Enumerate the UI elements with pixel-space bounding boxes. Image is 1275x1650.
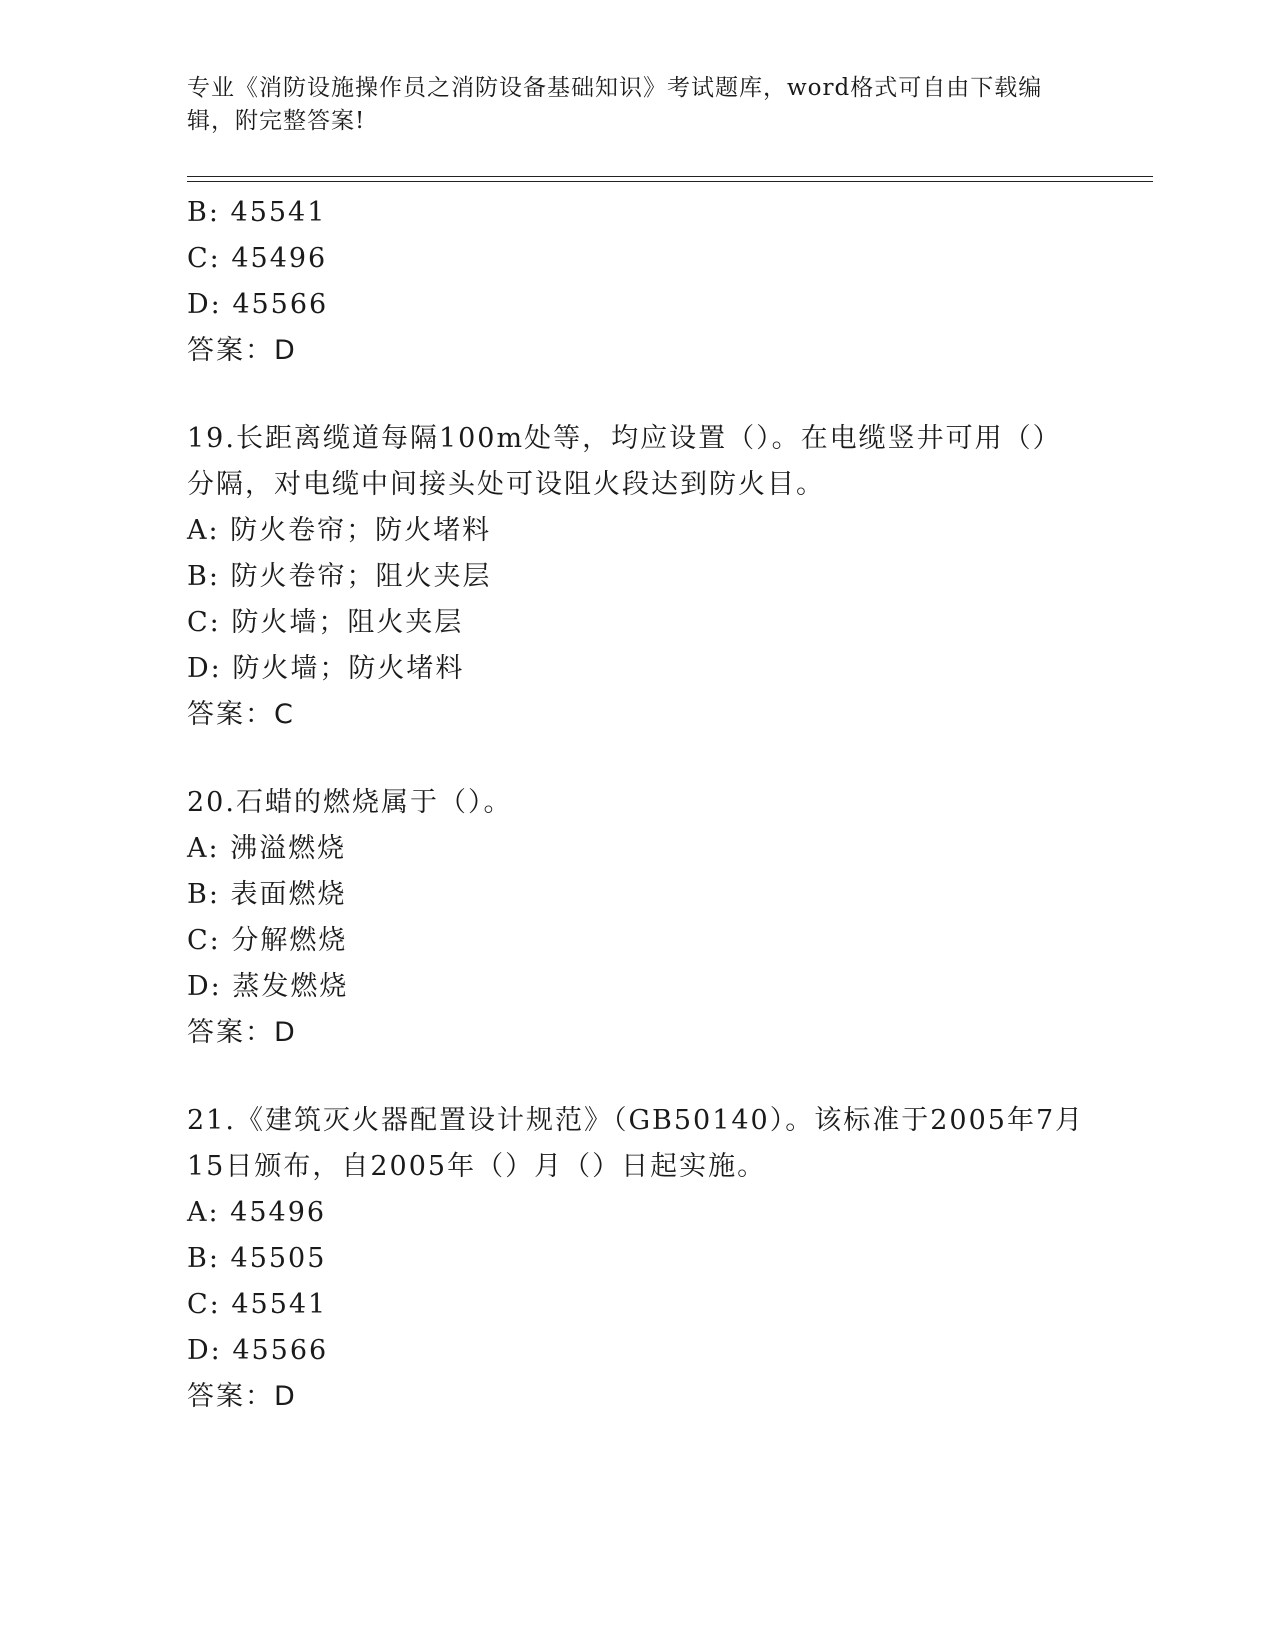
option-b: B: 表面燃烧 bbox=[187, 879, 347, 910]
question-20 bbox=[187, 780, 1087, 1056]
answer-text: 答案：D bbox=[187, 335, 297, 366]
question-text: 19.长距离缆道每隔100m处等，均应设置（）。在电缆竖井可用（）分隔，对电缆中间接头处可设阻火段达到防火目。 bbox=[187, 423, 1062, 500]
header-rule-bottom bbox=[187, 181, 1153, 182]
option-a: A: 45496 bbox=[187, 1197, 327, 1228]
option-c: C: 防火墙；阻火夹层 bbox=[187, 607, 464, 638]
question-text: 21.《建筑灭火器配置设计规范》（GB50140）。该标准于2005年7月15日颁布，自2005年（）月（）日起实施。 bbox=[187, 1105, 1085, 1182]
option-c: C: 分解燃烧 bbox=[187, 925, 348, 956]
option-d: D: 45566 bbox=[187, 1335, 329, 1366]
question-21 bbox=[187, 1098, 1087, 1420]
question-list bbox=[187, 190, 1087, 1462]
option-d: D: 防火墙；防火堵料 bbox=[187, 653, 465, 684]
option-d: D: 45566 bbox=[187, 289, 329, 320]
answer-text: 答案：D bbox=[187, 1381, 297, 1412]
answer-text: 答案：C bbox=[187, 699, 295, 730]
option-d: D: 蒸发燃烧 bbox=[187, 971, 349, 1002]
option-b: B: 45541 bbox=[187, 197, 327, 228]
question-text: 20.石蜡的燃烧属于（）。 bbox=[187, 787, 513, 818]
question-fragment bbox=[187, 190, 1087, 374]
header-rule-top bbox=[187, 176, 1153, 177]
option-a: A: 沸溢燃烧 bbox=[187, 833, 347, 864]
option-b: B: 45505 bbox=[187, 1243, 327, 1274]
option-b: B: 防火卷帘；阻火夹层 bbox=[187, 561, 492, 592]
page-header: 专业《消防设施操作员之消防设备基础知识》考试题库，word格式可自由下载编辑，附完整答案! bbox=[187, 75, 1043, 134]
answer-text: 答案：D bbox=[187, 1017, 297, 1048]
question-19 bbox=[187, 416, 1087, 738]
option-c: C: 45541 bbox=[187, 1289, 328, 1320]
option-c: C: 45496 bbox=[187, 243, 328, 274]
option-a: A: 防火卷帘；防火堵料 bbox=[187, 515, 492, 546]
